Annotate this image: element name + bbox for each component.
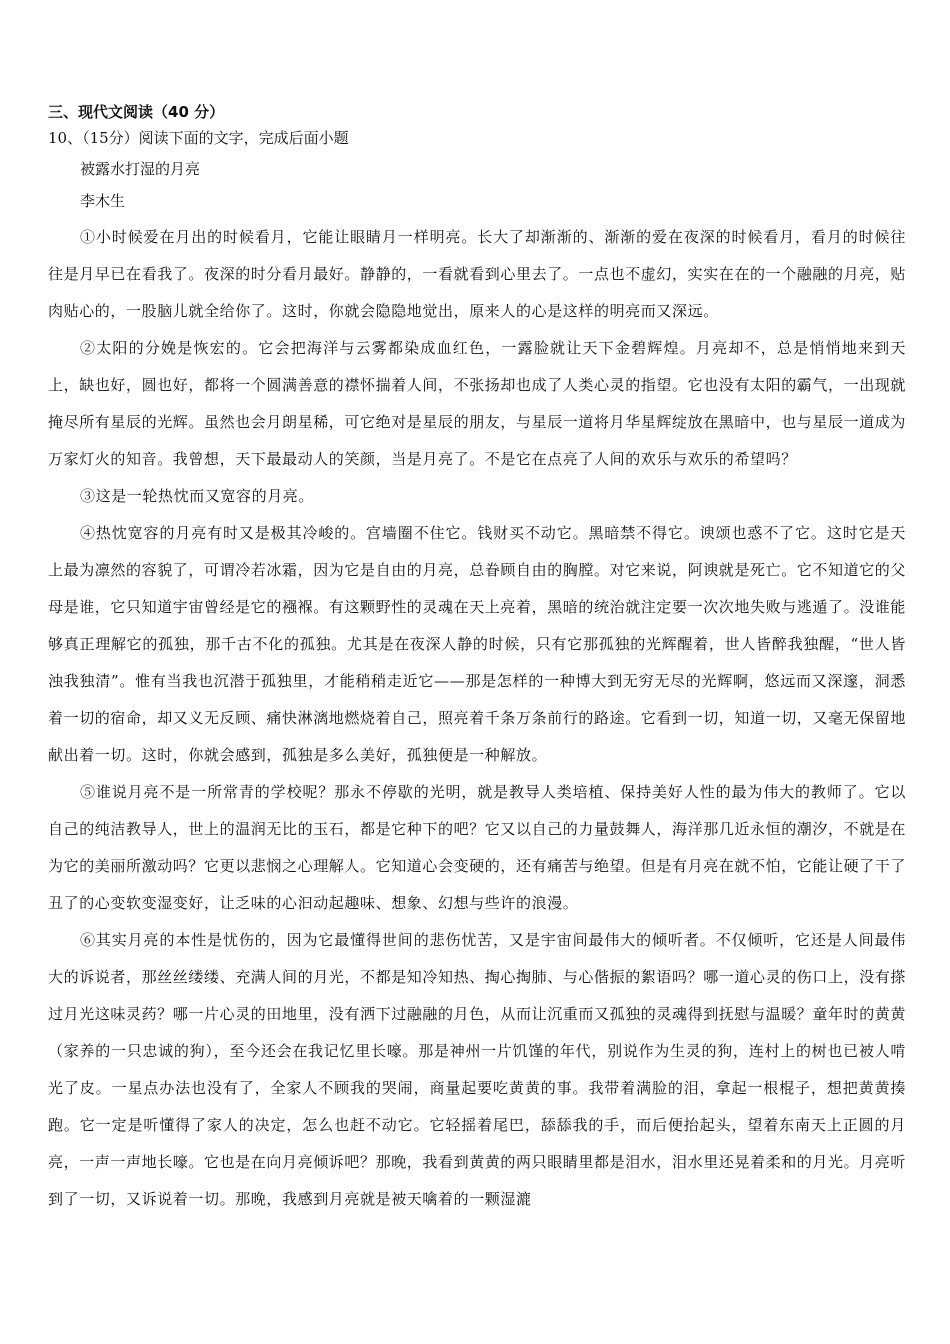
paragraph-5: ⑤谁说月亮不是一所常青的学校呢？那永不停歇的光明，就是教导人类培植、保持美好人性的最为伟大的教师了。它以自己的纯洁教导人，世上的温润无比的玉石，都是它种下的吧？它又以自己的力量鼓舞人，海洋那几近永恒的潮汐，不就是在为它的美丽所激动吗？它更以悲悯之心理解人。它知道心会变硬的，还有痛苦与绝望。但是有月亮在就不怕，它能让硬了干了丑了的心变软变湿变好，让乏味的心汩动起趣味、想象、幻想与些许的浪漫。 bbox=[48, 783, 907, 912]
paragraph-2: ②太阳的分娩是恢宏的。它会把海洋与云雾都染成血红色，一露脸就让天下金碧辉煌。月亮却不，总是悄悄地来到天上，缺也好，圆也好，都将一个圆满善意的襟怀揣着人间，不张扬却也成了人类心灵的指望。它也没有太阳的霸气，一出现就掩尽所有星辰的光辉。虽然也会月朗星稀，可它绝对是星辰的朋友，与星辰一道将月华星辉绽放在黑暗中，也与星辰一道成为万家灯火的知音。我曾想，天下最最动人的笑颜，当是月亮了。不是它在点亮了人间的欢乐与欢乐的希望吗？ bbox=[48, 339, 907, 468]
paragraph-6: ⑥其实月亮的本性是忧伤的，因为它最懂得世间的悲伤忧苦，又是宇宙间最伟大的倾听者。不仅倾听，它还是人间最伟大的诉说者，那丝丝缕缕、充满人间的月光，不都是知冷知热、掏心掏肺、与心偕振的絮语吗？哪一道心灵的伤口上，没有搽过月光这味灵药？哪一片心灵的田地里，没有洒下过融融的月色，从而让沉重而又孤独的灵魂得到抚慰与温暖？童年时的黄黄（家养的一只忠诚的狗），至今还会在我记忆里长嚎。那是神州一片饥馑的年代，别说作为生灵的狗，连村上的树也已被人啃光了皮。一星点办法也没有了，全家人不顾我的哭闹，商量起要吃黄黄的事。我带着满脸的泪，拿起一根棍子，想把黄黄揍跑。它一定是听懂得了家人的决定，怎么也赶不动它。它轻摇着尾巴，舔舔我的手，而后便抬起头，望着东南天上正圆的月亮，一声一声地长嚎。它也是在向月亮倾诉吧？那晚，我看到黄黄的两只眼睛里都是泪水，泪水里还晃着柔和的月光。月亮听到了一切，又诉说着一切。那晚，我感到月亮就是被天噙着的一颗湿漉 bbox=[48, 931, 907, 1208]
question-prompt: 10、（15分）阅读下面的文字，完成后面小题 bbox=[48, 129, 349, 147]
article-body bbox=[48, 219, 906, 1218]
section-heading: 三、现代文阅读（40 分） bbox=[48, 103, 225, 121]
article-author: 李木生 bbox=[80, 192, 126, 210]
paragraph-4: ④热忱宽容的月亮有时又是极其冷峻的。宫墙圈不住它。钱财买不动它。黑暗禁不得它。谀颂也惑不了它。这时它是天上最为凛然的容貌了，可谓冷若冰霜，因为它是自由的月亮，总眷顾自由的胸膛。对它来说，阿谀就是死亡。它不知道它的父母是谁，它只知道宇宙曾经是它的襁褓。有这颗野性的灵魂在天上亮着，黑暗的统治就注定要一次次地失败与逃遁了。没谁能够真正理解它的孤独，那千古不化的孤独。尤其是在夜深人静的时候，只有它那孤独的光辉醒着，世人皆醉我独醒，“世人皆浊我独清”。惟有当我也沉潜于孤独里，才能稍稍走近它——那是怎样的一种博大到无穷无尽的光辉啊，悠远而又深邃，洞悉着一切的宿命，却又义无反顾、痛快淋漓地燃烧着自己，照亮着千条万条前行的路途。它看到一切，知道一切，又毫无保留地献出着一切。这时，你就会感到，孤独是多么美好，孤独便是一种解放。 bbox=[48, 524, 907, 764]
paragraph-3: ③这是一轮热忱而又宽容的月亮。 bbox=[80, 487, 315, 505]
paragraph-1: ①小时候爱在月出的时候看月，它能让眼睛月一样明亮。长大了却渐渐的、渐渐的爱在夜深的时候看月，看月的时候往往是月早已在看我了。夜深的时分看月最好。静静的，一看就看到心里去了。一点也不虚幻，实实在在的一个融融的月亮，贴肉贴心的，一股脑儿就全给你了。这时，你就会隐隐地觉出，原来人的心是这样的明亮而又深远。 bbox=[48, 228, 907, 320]
article-title: 被露水打湿的月亮 bbox=[80, 160, 201, 178]
